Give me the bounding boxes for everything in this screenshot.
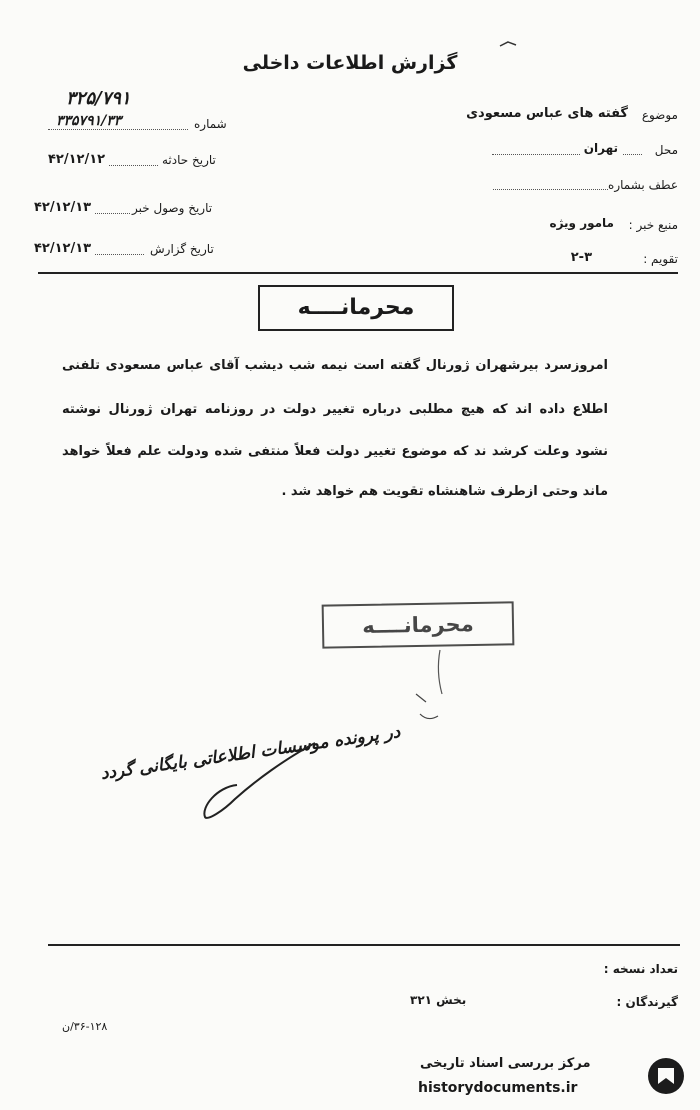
reference-dotted-line <box>493 189 608 190</box>
handwritten-archive-note: در پرونده موسسات اطلاعاتی بایگانی گردد <box>99 722 402 784</box>
incident-date-label: تاریخ حادثه <box>162 153 216 167</box>
number-label: شماره <box>194 117 227 131</box>
number-dotted-line <box>48 129 188 130</box>
copies-label: تعداد نسخه : <box>603 962 678 976</box>
section-value: بخش ۳۲۱ <box>410 993 467 1007</box>
body-line-1: امروزسرد بیرشهران ژورنال گفته است نیمه شب دیشب آقای عباس مسعودی تلفنی <box>62 358 608 373</box>
stamp-smudge-marks <box>410 642 450 732</box>
confidential-stamp-bottom: محرمانــــه <box>322 601 515 648</box>
source-label: منبع خبر : <box>628 218 678 232</box>
place-label: محل <box>654 143 678 157</box>
received-date-label: تاریخ وصول خبر <box>132 201 213 215</box>
watermark-logo-glyph <box>648 1058 684 1094</box>
assessment-value: ۲-۳ <box>570 250 592 265</box>
body-line-2: اطلاع داده اند که هیچ مطلبی درباره تغییر دولت در روزنامه تهران ژورنال نوشته <box>62 402 608 417</box>
place-value: تهران <box>580 141 622 155</box>
document-title: گزارش اطلاعات داخلی <box>242 52 458 74</box>
report-date-value: ۴۲/۱۲/۱۳ <box>34 241 95 256</box>
confidential-stamp-top: محرمانــــه <box>258 285 454 331</box>
signature-stroke <box>195 735 335 825</box>
body-line-3: نشود وعلت کرشد ند که موضوع تغییر دولت فعلاً منتفی شده ودولت علم فعلاً خواهد <box>62 444 608 459</box>
report-date-label: تاریخ گزارش <box>150 242 214 256</box>
watermark-url: historydocuments.ir <box>418 1080 578 1096</box>
subject-label: موضوع <box>641 108 678 122</box>
body-line-4: ماند وحتی ازطرف شاهنشاه تقویت هم خواهد شد . <box>281 484 608 499</box>
corner-mark <box>498 40 518 48</box>
received-date-value: ۴۲/۱۲/۱۳ <box>34 200 95 215</box>
number-handwritten: ۳۲۵/۷۹۱ <box>66 88 131 109</box>
source-value: مامور ویژه <box>549 216 614 230</box>
form-code: ۳۶-۱۲۸/ن <box>62 1020 108 1033</box>
subject-value: گفته های عباس مسعودی <box>466 106 628 121</box>
recipients-label: گیرندگان : <box>616 995 678 1009</box>
assessment-label: تقویم : <box>643 252 678 266</box>
footer-separator <box>48 944 680 946</box>
watermark-logo-icon <box>648 1058 684 1094</box>
reference-label: عطف بشماره <box>608 178 678 192</box>
number-handwritten-secondary: ۳۳۵۷۹۱/۳۳ <box>56 113 122 129</box>
header-separator <box>38 272 678 274</box>
watermark-name: مرکز بررسی اسناد تاریخی <box>420 1056 591 1071</box>
incident-date-value: ۴۲/۱۲/۱۲ <box>48 152 109 167</box>
